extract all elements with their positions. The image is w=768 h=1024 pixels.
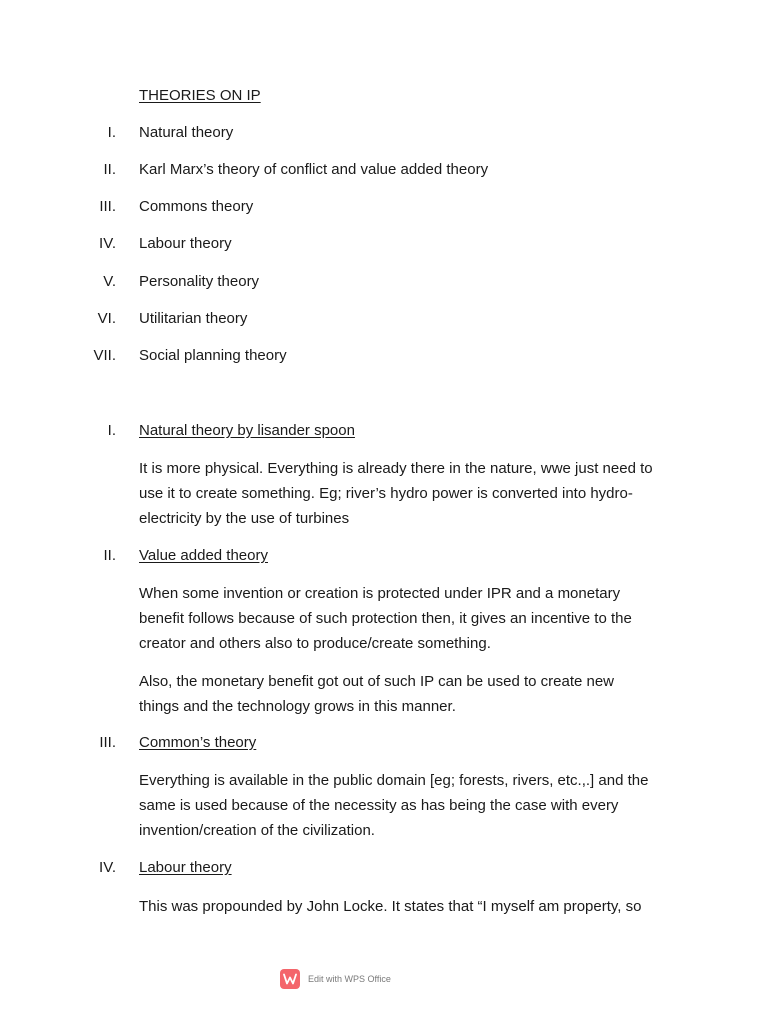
list-item-number: V.	[103, 273, 116, 290]
section-heading	[0, 547, 768, 567]
section-heading-text: Labour theory	[139, 859, 232, 876]
list-item-text: Natural theory	[139, 124, 234, 141]
wps-edit-label: Edit with WPS Office	[308, 974, 391, 984]
list-item-text: Social planning theory	[139, 347, 287, 364]
list-item	[0, 161, 768, 181]
list-item-text: Labour theory	[139, 235, 232, 252]
paragraph-line: When some invention or creation is protected under IPR and a monetary	[139, 585, 621, 602]
list-item-text: Commons theory	[139, 198, 254, 215]
list-item	[0, 310, 768, 330]
list-item-number: VII.	[93, 347, 116, 364]
section-number: IV.	[99, 859, 116, 876]
paragraph-line: invention/creation of the civilization.	[139, 822, 375, 839]
section-heading	[0, 734, 768, 754]
list-item-text: Karl Marx’s theory of conflict and value added theory	[139, 161, 489, 178]
list-item	[0, 124, 768, 144]
document-title: THEORIES ON IP	[139, 87, 261, 104]
list-item-text: Utilitarian theory	[139, 310, 248, 327]
list-item	[0, 235, 768, 255]
paragraph-line: same is used because of the necessity as has being the case with every	[139, 797, 619, 814]
section-number: I.	[107, 422, 116, 439]
list-item-text: Personality theory	[139, 273, 260, 290]
paragraph-line: Also, the monetary benefit got out of such IP can be used to create new	[139, 673, 615, 690]
list-item-number: II.	[103, 161, 116, 178]
list-item-number: III.	[99, 198, 116, 215]
section-heading-text: Natural theory by lisander spoon	[139, 422, 355, 439]
list-item-number: IV.	[99, 235, 116, 252]
list-item-number: VI.	[97, 310, 116, 327]
paragraph-line: things and the technology grows in this manner.	[139, 698, 456, 715]
section-number: III.	[99, 734, 116, 751]
list-item-number: I.	[107, 124, 116, 141]
paragraph-line: It is more physical. Everything is already there in the nature, wwe just need to	[139, 460, 653, 477]
section-heading-text: Common’s theory	[139, 734, 257, 751]
section-heading	[0, 422, 768, 442]
paragraph-line: use it to create something. Eg; river’s hydro power is converted into hydro-	[139, 485, 633, 502]
paragraph	[139, 581, 679, 656]
paragraph-line: Everything is available in the public domain [eg; forests, rivers, etc.,.] and the	[139, 772, 649, 789]
paragraph-line: benefit follows because of such protection then, it gives an incentive to the	[139, 610, 632, 627]
list-item	[0, 198, 768, 218]
section-heading	[0, 859, 768, 879]
section-heading-text: Value added theory	[139, 547, 268, 564]
section-number: II.	[103, 547, 116, 564]
wps-office-logo-icon	[280, 969, 300, 989]
paragraph-line: electricity by the use of turbines	[139, 510, 350, 527]
list-item	[0, 273, 768, 293]
paragraph-line: creator and others also to produce/create something.	[139, 635, 491, 652]
wps-edit-link[interactable]	[280, 969, 391, 989]
paragraph	[139, 894, 679, 919]
paragraph	[139, 669, 679, 719]
paragraph	[139, 456, 679, 531]
list-item	[0, 347, 768, 367]
paragraph	[139, 768, 679, 843]
paragraph-line: This was propounded by John Locke. It states that “I myself am property, so	[139, 898, 642, 915]
